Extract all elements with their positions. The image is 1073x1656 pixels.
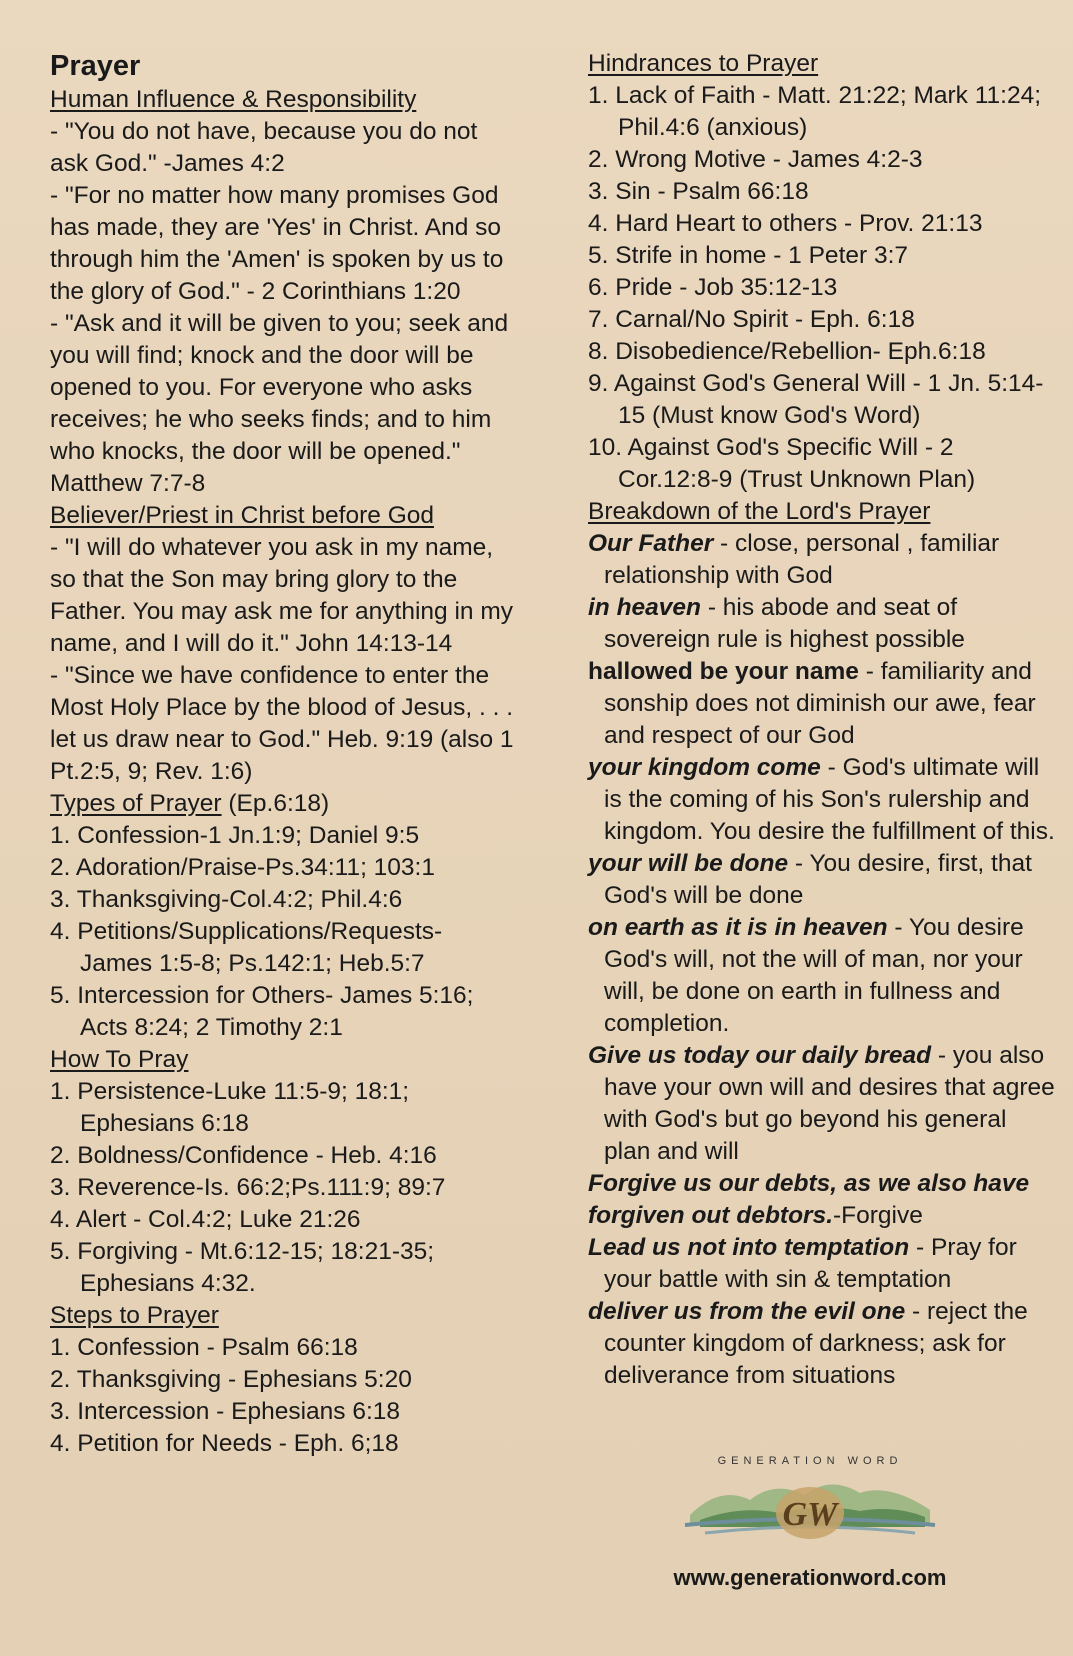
list-item: 10. Against God's Specific Will - 2 Cor.12:8-9 (Trust Unknown Plan): [588, 434, 976, 493]
quote-matthew: - "Ask and it will be given to you; seek and you will find; knock and the door will be opened to you. For everyone who asks receives; he who seeks finds; and to him who knocks, the door will be opened." Matthew 7:7-8: [50, 310, 509, 497]
phrase-text: - You desire, first, that God's will be done: [604, 850, 1032, 909]
prayer-phrase: [588, 1168, 1058, 1232]
list-item: 3. Thanksgiving-Col.4:2; Phil.4:6: [50, 886, 403, 913]
list-item: 8. Disobedience/Rebellion- Eph.6:18: [588, 338, 986, 365]
mountain-logo-icon: [680, 1455, 940, 1555]
list-item: 4. Petitions/Supplications/Requests- James 1:5-8; Ps.142:1; Heb.5:7: [50, 918, 443, 977]
phrase-text: - You desire God's will, not the will of man, nor your will, be done on earth in fullness and completion.: [604, 914, 1024, 1037]
prayer-phrase: [588, 592, 1058, 656]
phrase-key: your kingdom come: [588, 754, 821, 781]
prayer-phrase: [588, 656, 1058, 752]
phrase-key: Our Father: [588, 530, 714, 557]
list-item: 3. Intercession - Ephesians 6:18: [50, 1398, 401, 1425]
heading-believer-priest: Believer/Priest in Christ before God: [50, 502, 434, 529]
prayer-phrase: [588, 528, 1058, 592]
prayer-phrase: [588, 1040, 1058, 1168]
phrase-key: in heaven: [588, 594, 702, 621]
list-item: 5. Intercession for Others- James 5:16; Acts 8:24; 2 Timothy 2:1: [50, 982, 474, 1041]
quote-hebrews: - "Since we have confidence to enter the Most Holy Place by the blood of Jesus, . . . let us draw near to God." Heb. 9:19 (also 1 Pt.2:5, 9; Rev. 1:6): [50, 662, 514, 785]
list-item: 5. Strife in home - 1 Peter 3:7: [588, 242, 909, 269]
list-item: 7. Carnal/No Spirit - Eph. 6:18: [588, 306, 915, 333]
heading-types-of-prayer-line: [50, 788, 520, 820]
list-item: 1. Lack of Faith - Matt. 21:22; Mark 11:24; Phil.4:6 (anxious): [588, 82, 1042, 141]
prayer-phrase: [588, 1296, 1058, 1392]
heading-steps-to-prayer: Steps to Prayer: [50, 1302, 219, 1329]
page-title: Prayer: [50, 50, 141, 82]
list-item: 4. Hard Heart to others - Prov. 21:13: [588, 210, 983, 237]
list-item: 1. Confession - Psalm 66:18: [50, 1334, 358, 1361]
list-item: 2. Adoration/Praise-Ps.34:11; 103:1: [50, 854, 435, 881]
phrase-text: - familiarity and sonship does not diminish our awe, fear and respect of our God: [604, 658, 1036, 749]
phrase-text: -Forgive: [833, 1202, 923, 1229]
phrase-text: - his abode and seat of sovereign rule is highest possible: [604, 594, 965, 653]
heading-hindrances: Hindrances to Prayer: [588, 50, 819, 77]
right-column: [588, 48, 1058, 1392]
list-item: 1. Persistence-Luke 11:5-9; 18:1; Ephesians 6:18: [50, 1078, 410, 1137]
phrase-key: on earth as it is in heaven: [588, 914, 888, 941]
prayer-phrase: [588, 848, 1058, 912]
phrase-text: - Pray for your battle with sin & temptation: [604, 1234, 1017, 1293]
list-item: 4. Alert - Col.4:2; Luke 21:26: [50, 1206, 361, 1233]
heading-lords-prayer: Breakdown of the Lord's Prayer: [588, 498, 931, 525]
phrase-text: - you also have your own will and desires that agree with God's but go beyond his general plan and will: [604, 1042, 1055, 1165]
logo-monogram: GW: [782, 1496, 838, 1533]
phrase-key: Forgive us our debts, as we also have forgiven out debtors.: [588, 1170, 1030, 1229]
phrase-text: - close, personal , familiar relationship with God: [604, 530, 1000, 589]
list-item: 3. Reverence-Is. 66:2;Ps.111:9; 89:7: [50, 1174, 446, 1201]
list-item: 2. Thanksgiving - Ephesians 5:20: [50, 1366, 412, 1393]
heading-how-to-pray: How To Pray: [50, 1046, 189, 1073]
list-item: 4. Petition for Needs - Eph. 6;18: [50, 1430, 399, 1457]
logo-wordmark: GENERATION WORD: [717, 1455, 903, 1467]
prayer-phrase: [588, 752, 1058, 848]
heading-types-of-prayer: Types of Prayer: [50, 790, 222, 817]
list-item: 9. Against God's General Will - 1 Jn. 5:14-15 (Must know God's Word): [588, 370, 1044, 429]
quote-james: - "You do not have, because you do not ask God." -James 4:2: [50, 118, 478, 177]
types-reference: (Ep.6:18): [221, 790, 330, 817]
generation-word-logo: [680, 1455, 940, 1555]
list-item: 6. Pride - Job 35:12-13: [588, 274, 838, 301]
phrase-key: hallowed be your name: [588, 658, 859, 685]
website-url: www.generationword.com: [673, 1565, 947, 1590]
phrase-text: - reject the counter kingdom of darkness; ask for deliverance from situations: [604, 1298, 1028, 1389]
phrase-key: your will be done: [588, 850, 789, 877]
phrase-text: - God's ultimate will is the coming of his Son's rulership and kingdom. You desire the fulfillment of this.: [604, 754, 1055, 845]
phrase-key: deliver us from the evil one: [588, 1298, 906, 1325]
phrase-key: Lead us not into temptation: [588, 1234, 910, 1261]
left-column: [50, 48, 520, 1460]
list-item: 2. Boldness/Confidence - Heb. 4:16: [50, 1142, 437, 1169]
phrase-key: Give us today our daily bread: [588, 1042, 932, 1069]
prayer-phrase: [588, 912, 1058, 1040]
quote-john: - "I will do whatever you ask in my name, so that the Son may bring glory to the Father. You may ask me for anything in my name, and I will do it." John 14:13-14: [50, 534, 514, 657]
heading-human-influence: Human Influence & Responsibility: [50, 86, 417, 113]
list-item: 2. Wrong Motive - James 4:2-3: [588, 146, 923, 173]
list-item: 1. Confession-1 Jn.1:9; Daniel 9:5: [50, 822, 420, 849]
prayer-phrase: [588, 1232, 1058, 1296]
quote-corinthians: - "For no matter how many promises God has made, they are 'Yes' in Christ. And so through him the 'Amen' is spoken by us to the glory of God." - 2 Corinthians 1:20: [50, 182, 504, 305]
list-item: 5. Forgiving - Mt.6:12-15; 18:21-35; Ephesians 4:32.: [50, 1238, 435, 1297]
list-item: 3. Sin - Psalm 66:18: [588, 178, 809, 205]
